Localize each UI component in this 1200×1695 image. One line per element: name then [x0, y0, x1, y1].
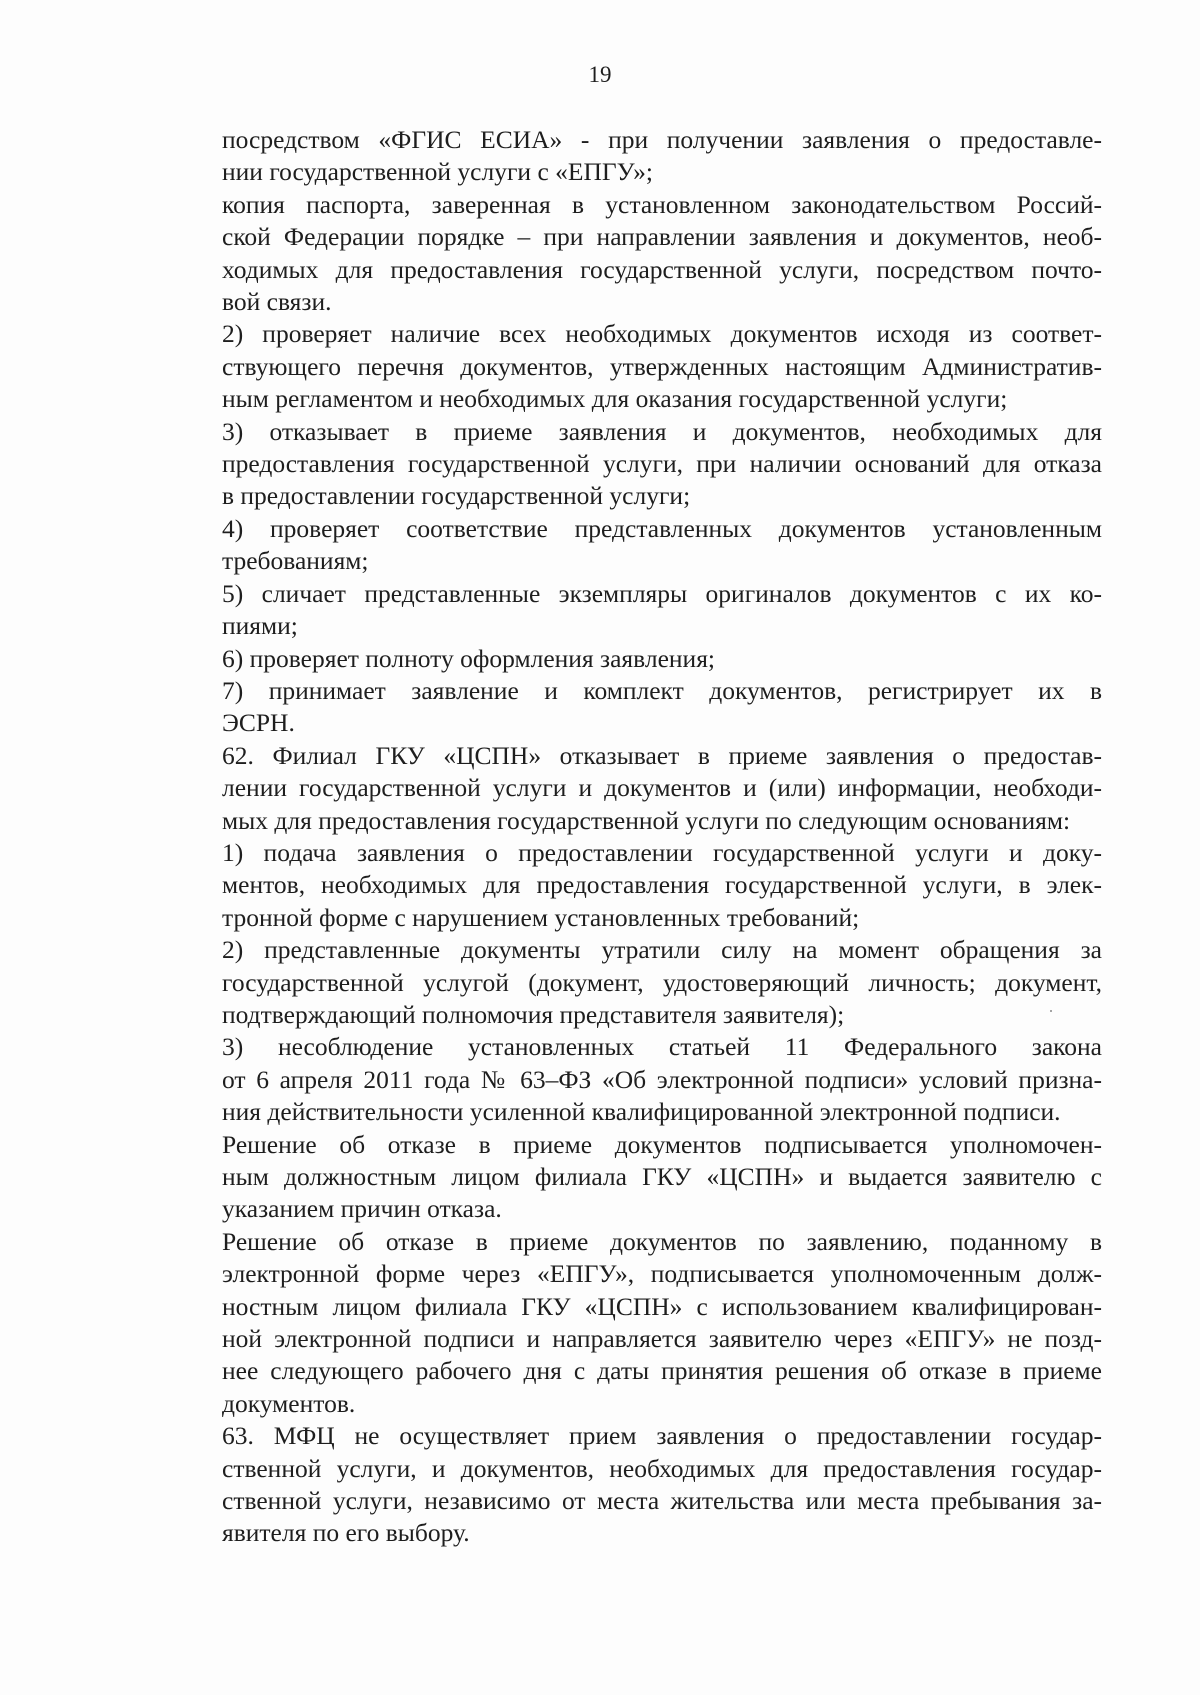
text-line: пиями;	[222, 611, 298, 641]
text-line: ЭСРН.	[222, 708, 295, 738]
text-line: требованиям;	[222, 546, 369, 576]
text-line: посредством «ФГИС ЕСИА» - при получении заявления о предоставле-	[222, 125, 1102, 154]
paragraph	[165, 934, 1102, 1031]
text-line: ментов, необходимых для предоставления государственной услуги, в элек-	[222, 870, 1102, 900]
text-line: Решение об отказе в приеме документов по заявлению, поданному в	[222, 1226, 1102, 1256]
text-line: 2) представленные документы утратили силу на момент обращения за	[222, 935, 1102, 965]
text-line: документов.	[222, 1388, 356, 1418]
text-line: ным регламентом и необходимых для оказания государственной услуги;	[222, 384, 1008, 414]
text-line: ствующего перечня документов, утвержденных настоящим Административ-	[222, 351, 1102, 381]
paragraph	[165, 318, 1102, 415]
text-line: ной электронной подписи и направляется заявителю через «ЕПГУ» не позд-	[222, 1324, 1102, 1354]
paragraph	[165, 1031, 1102, 1128]
page-number: 19	[588, 62, 612, 87]
text-line: 5) сличает представленные экземпляры оригиналов документов с их ко-	[222, 578, 1102, 608]
text-line: подтверждающий полномочия представителя заявителя);	[222, 999, 845, 1029]
text-line: вой связи.	[222, 287, 332, 317]
text-line: ния действительности усиленной квалифицированной электронной подписи.	[222, 1097, 1061, 1127]
text-line: государственной услугой (документ, удостоверяющий личность; документ,	[222, 967, 1102, 997]
document-body	[165, 124, 1102, 1550]
paragraph	[165, 1226, 1102, 1420]
text-line: 2) проверяет наличие всех необходимых документов исходя из соответ-	[222, 319, 1102, 349]
paragraph	[165, 740, 1102, 837]
paragraph	[165, 1420, 1102, 1550]
text-line: ностным лицом филиала ГКУ «ЦСПН» с использованием квалифицирован-	[222, 1291, 1102, 1321]
paragraph	[165, 189, 1102, 319]
text-line: 6) проверяет полноту оформления заявления;	[222, 643, 716, 673]
text-line: в предоставлении государственной услуги;	[222, 481, 691, 511]
text-line: 62. Филиал ГКУ «ЦСПН» отказывает в приеме заявления о предостав-	[222, 740, 1102, 770]
text-line: 3) отказывает в приеме заявления и документов, необходимых для	[222, 416, 1102, 446]
text-line: тронной форме с нарушением установленных требований;	[222, 902, 860, 932]
paragraph	[165, 513, 1102, 578]
paragraph	[165, 675, 1102, 740]
text-line: электронной форме через «ЕПГУ», подписывается уполномоченным долж-	[222, 1259, 1102, 1289]
scan-speck	[1050, 1010, 1052, 1012]
text-line: Решение об отказе в приеме документов подписывается уполномочен-	[222, 1129, 1102, 1159]
text-line: ской Федерации порядке – при направлении заявления и документов, необ-	[222, 222, 1102, 252]
paragraph	[165, 1129, 1102, 1226]
text-line: 3) несоблюдение установленных статьей 11 Федерального закона	[222, 1032, 1102, 1062]
text-line: копия паспорта, заверенная в установленном законодательством Россий-	[222, 189, 1102, 219]
text-line: от 6 апреля 2011 года № 63–ФЗ «Об электронной подписи» условий призна-	[222, 1064, 1102, 1094]
paragraph	[165, 416, 1102, 513]
text-line: 4) проверяет соответствие представленных документов установленным	[222, 513, 1102, 543]
text-line: ным должностным лицом филиала ГКУ «ЦСПН» и выдается заявителю с	[222, 1162, 1102, 1191]
text-line: ственной услуги, независимо от места жительства или места пребывания за-	[222, 1486, 1102, 1516]
text-line: нее следующего рабочего дня с даты принятия решения об отказе в приеме	[222, 1356, 1102, 1386]
text-line: мых для предоставления государственной услуги по следующим основаниям:	[222, 805, 1071, 835]
text-line: лении государственной услуги и документов и (или) информации, необходи-	[222, 773, 1102, 803]
text-line: 7) принимает заявление и комплект документов, регистрирует их в	[222, 675, 1102, 705]
text-line: указанием причин отказа.	[222, 1194, 502, 1224]
text-line: ственной услуги, и документов, необходимых для предоставления государ-	[222, 1453, 1102, 1483]
text-line: 63. МФЦ не осуществляет прием заявления о предоставлении государ-	[222, 1421, 1102, 1451]
text-line: ходимых для предоставления государственной услуги, посредством почто-	[222, 254, 1102, 284]
text-line: предоставления государственной услуги, при наличии оснований для отказа	[222, 449, 1102, 479]
paragraph	[165, 643, 1102, 675]
text-line: явителя по его выбору.	[222, 1518, 470, 1548]
paragraph	[165, 578, 1102, 643]
text-line: нии государственной услуги с «ЕПГУ»;	[222, 157, 653, 187]
paragraph	[165, 837, 1102, 934]
text-line: 1) подача заявления о предоставлении государственной услуги и доку-	[222, 837, 1102, 867]
paragraph	[165, 124, 1102, 189]
